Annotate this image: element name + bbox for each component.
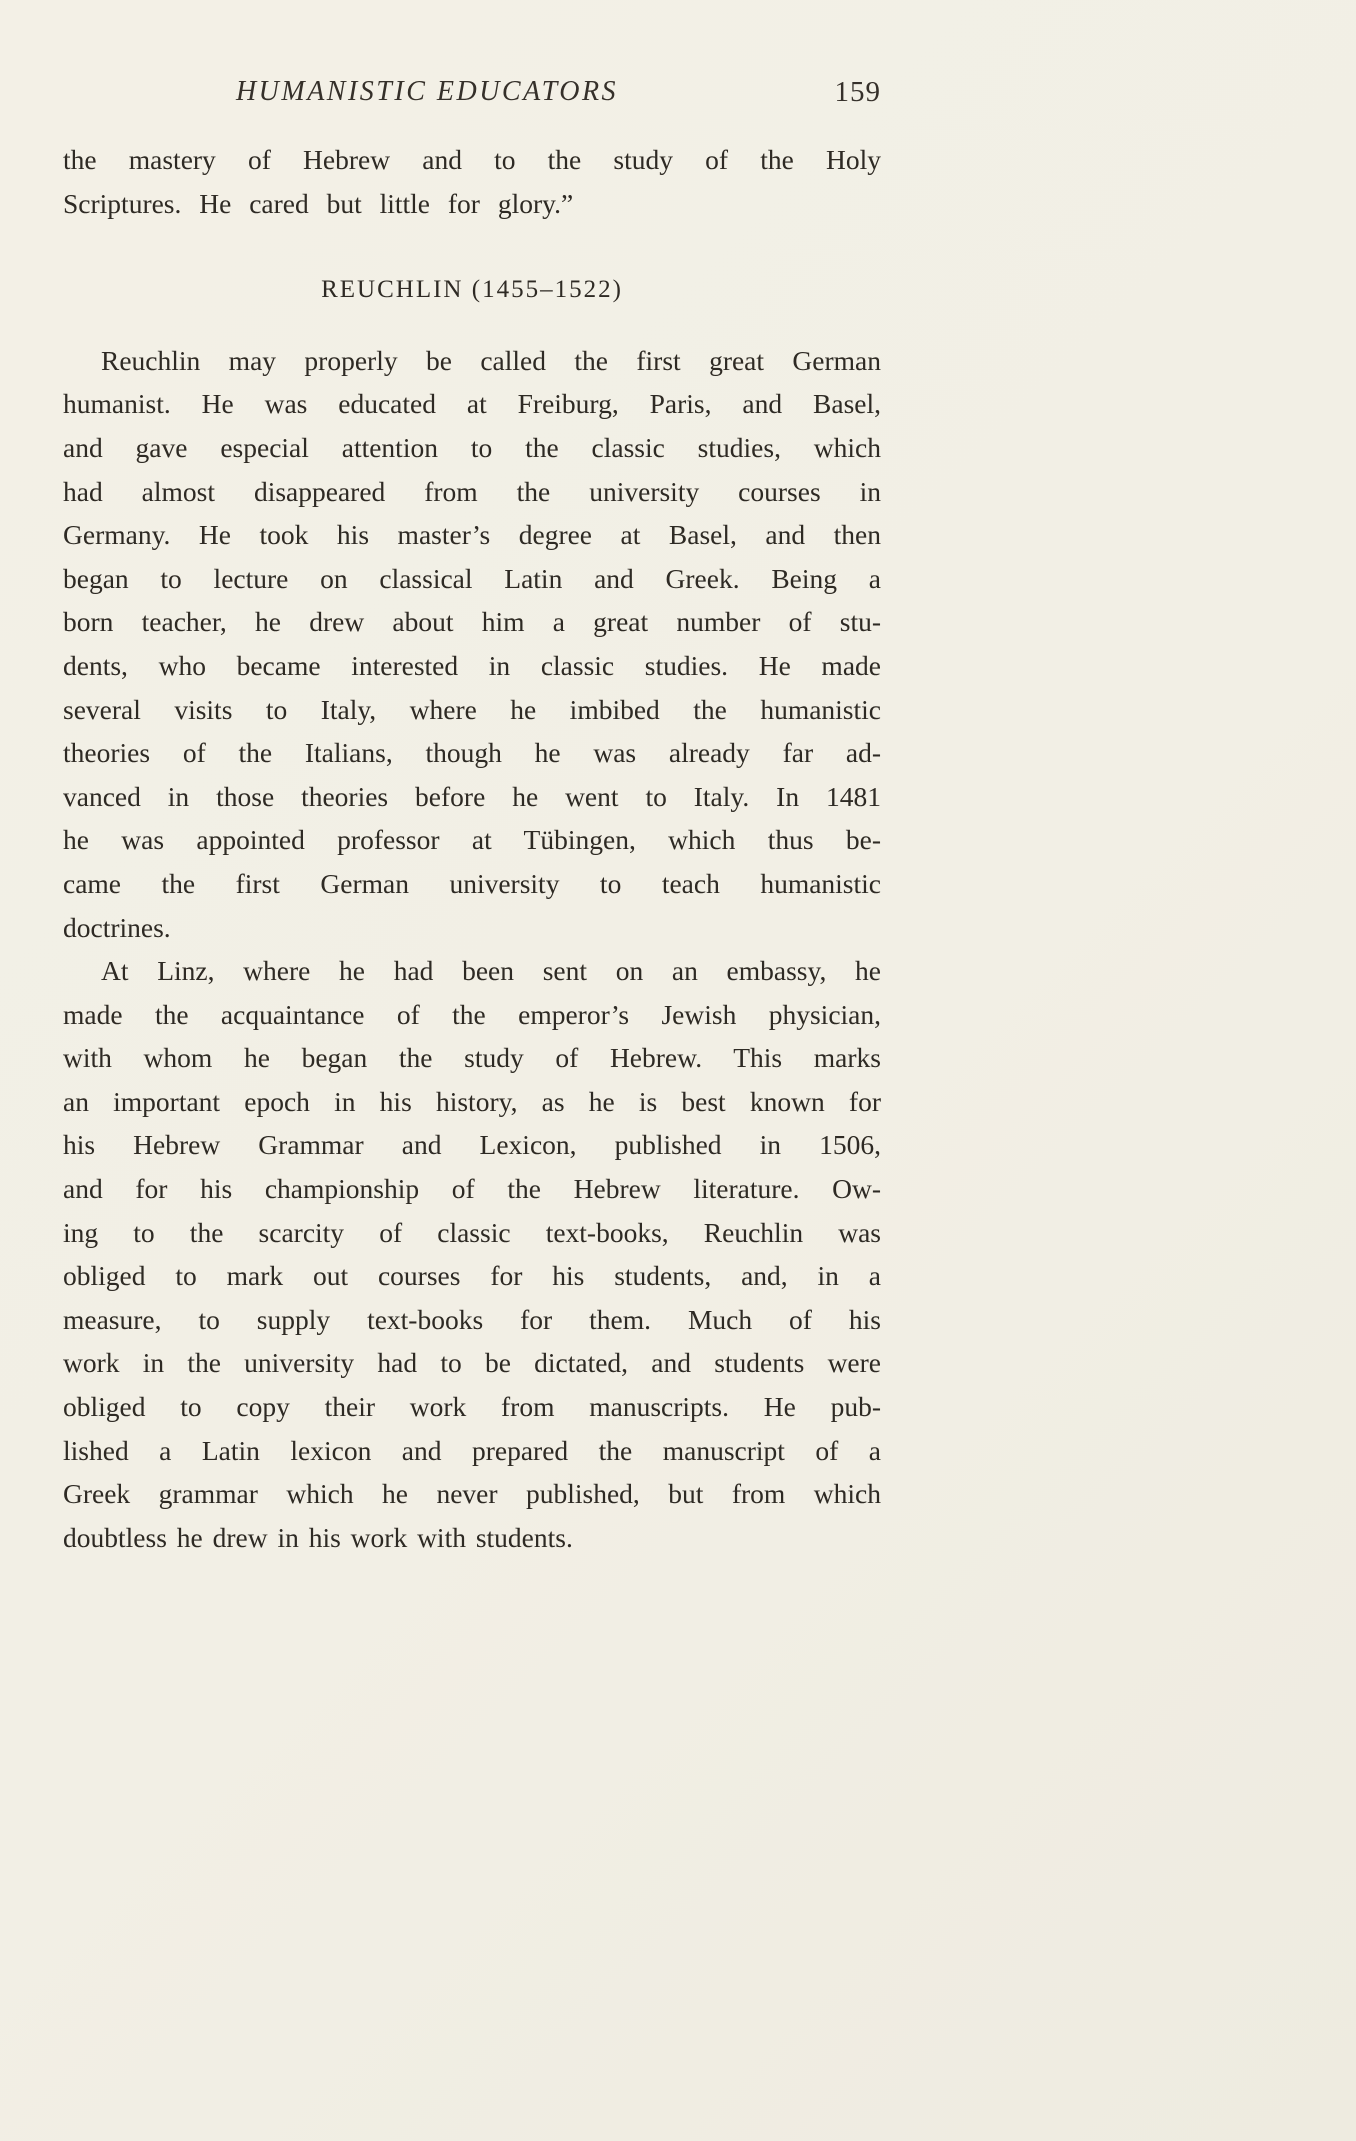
- text-line: Scriptures. He cared but little for glory.”: [63, 187, 574, 219]
- text-line: Germany. He took his master’s degree at Basel, and then: [63, 519, 881, 551]
- text-line: theories of the Italians, though he was already far ad-: [63, 737, 881, 769]
- text-line: ing to the scarcity of classic text-books, Reuchlin was: [63, 1216, 881, 1248]
- text-line: made the acquaintance of the emperor’s Jewish physician,: [63, 998, 881, 1030]
- text-line: born teacher, he drew about him a great number of stu-: [63, 606, 881, 638]
- text-line: Reuchlin may properly be called the first great German: [101, 344, 881, 376]
- text-line: with whom he began the study of Hebrew. This marks: [63, 1042, 881, 1074]
- text-line: measure, to supply text-books for them. Much of his: [63, 1303, 881, 1335]
- text-line: an important epoch in his history, as he is best known for: [63, 1085, 881, 1117]
- text-line: and gave especial attention to the classic studies, which: [63, 431, 881, 463]
- text-line: obliged to mark out courses for his students, and, in a: [63, 1260, 881, 1292]
- text-line: lished a Latin lexicon and prepared the manuscript of a: [63, 1434, 881, 1466]
- text-line: the mastery of Hebrew and to the study of the Holy: [63, 144, 881, 175]
- text-line: humanist. He was educated at Freiburg, Paris, and Basel,: [63, 388, 881, 420]
- section-heading: REUCHLIN (1455–1522): [321, 276, 623, 304]
- text-line: doubtless he drew in his work with students.: [63, 1521, 573, 1553]
- text-line: came the first German university to teach humanistic: [63, 867, 881, 899]
- text-line: had almost disappeared from the university courses in: [63, 475, 881, 507]
- text-line: Greek grammar which he never published, but from which: [63, 1478, 881, 1510]
- text-line: dents, who became interested in classic studies. He made: [63, 649, 881, 681]
- text-line: and for his championship of the Hebrew literature. Ow-: [63, 1173, 881, 1205]
- text-line: began to lecture on classical Latin and Greek. Being a: [63, 562, 881, 594]
- text-line: several visits to Italy, where he imbibed the humanistic: [63, 693, 881, 725]
- running-header: [63, 76, 881, 116]
- text-line: doctrines.: [63, 911, 171, 943]
- page-number: 159: [834, 76, 881, 108]
- text-line: vanced in those theories before he went to Italy. In 1481: [63, 780, 881, 812]
- text-line: he was appointed professor at Tübingen, which thus be-: [63, 824, 881, 856]
- page-body: [63, 138, 881, 1559]
- text-line: At Linz, where he had been sent on an embassy, he: [101, 955, 881, 987]
- text-line: obliged to copy their work from manuscripts. He pub-: [63, 1391, 881, 1423]
- text-line: his Hebrew Grammar and Lexicon, published in 1506,: [63, 1129, 881, 1161]
- running-header-title: HUMANISTIC EDUCATORS: [235, 76, 619, 107]
- text-line: work in the university had to be dictated, and students were: [63, 1347, 881, 1379]
